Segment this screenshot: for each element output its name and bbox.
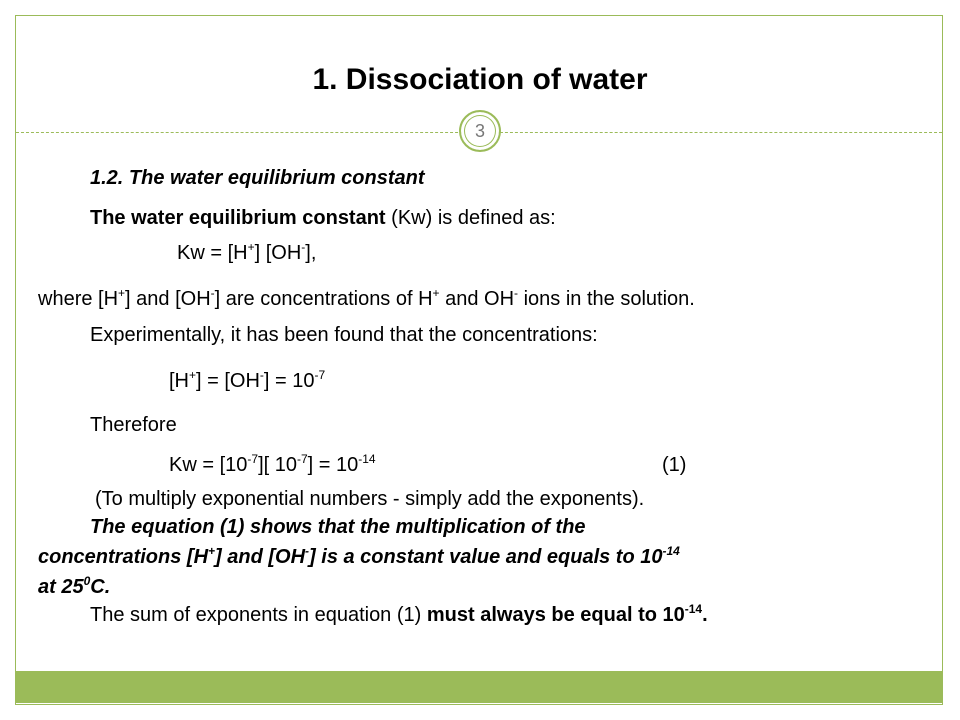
temperature-line xyxy=(38,575,110,599)
superscript: -14 xyxy=(662,544,680,558)
text: ], xyxy=(305,242,317,264)
superscript: - xyxy=(514,286,519,300)
text: The sum of exponents in equation (1) xyxy=(90,604,427,626)
text: where [H xyxy=(38,288,119,310)
text: ] is a constant value and equals to 10 xyxy=(309,546,663,568)
equation-1-label: (1) xyxy=(662,454,687,476)
multiply-note: (To multiply exponential numbers - simply add the exponents). xyxy=(95,488,645,510)
kw-equation xyxy=(177,241,316,265)
slide-title: 1. Dissociation of water xyxy=(312,63,648,96)
text: [H xyxy=(169,370,189,392)
text: ] = [OH xyxy=(196,370,260,392)
sum-line xyxy=(90,603,708,627)
superscript: -14 xyxy=(684,602,703,616)
superscript: 0 xyxy=(83,574,91,588)
text: ] and [OH xyxy=(125,288,211,310)
text: must always be equal to 10 xyxy=(426,604,685,626)
superscript: - xyxy=(210,286,215,300)
superscript: + xyxy=(208,544,216,558)
superscript: -7 xyxy=(247,452,259,466)
text: and OH xyxy=(439,288,515,310)
superscript: - xyxy=(301,240,306,254)
definition-rest: (Kw) is defined as: xyxy=(385,207,556,229)
bottom-accent-bar xyxy=(15,671,943,703)
definition-line xyxy=(90,206,556,230)
text: concentrations [H xyxy=(38,546,209,568)
text: ] = 10 xyxy=(263,370,315,392)
text: Kw = [H xyxy=(177,242,248,264)
therefore-line: Therefore xyxy=(90,414,177,436)
superscript: -7 xyxy=(296,452,308,466)
sum-emphasis xyxy=(427,604,708,626)
experimentally-line: Experimentally, it has been found that the concentrations: xyxy=(90,324,598,346)
superscript: - xyxy=(305,544,310,558)
concentrations-line xyxy=(38,545,680,569)
concentration-equation xyxy=(169,369,325,393)
text: . xyxy=(702,604,708,626)
definition-term: The water equilibrium constant xyxy=(90,207,386,229)
superscript: + xyxy=(189,368,197,382)
superscript: -14 xyxy=(358,452,376,466)
text: ] = 10 xyxy=(307,454,359,476)
superscript: - xyxy=(259,368,264,382)
text: ][ 10 xyxy=(258,454,297,476)
shows-line: The equation (1) shows that the multiplication of the xyxy=(90,516,586,538)
text: Kw = [10 xyxy=(169,454,248,476)
text: at 25 xyxy=(38,576,84,598)
text: C. xyxy=(90,576,111,598)
where-line xyxy=(38,287,695,311)
subheading: 1.2. The water equilibrium constant xyxy=(90,167,425,189)
superscript: + xyxy=(432,286,440,300)
superscript: -7 xyxy=(314,368,326,382)
text: ] are concentrations of H xyxy=(214,288,433,310)
text: ] and [OH xyxy=(215,546,306,568)
superscript: + xyxy=(118,286,126,300)
equation-1 xyxy=(169,453,376,477)
page-number: 3 xyxy=(474,120,485,141)
superscript: + xyxy=(247,240,255,254)
page-number-badge xyxy=(459,110,501,152)
text: ions in the solution. xyxy=(518,288,695,310)
text: ] [OH xyxy=(254,242,302,264)
